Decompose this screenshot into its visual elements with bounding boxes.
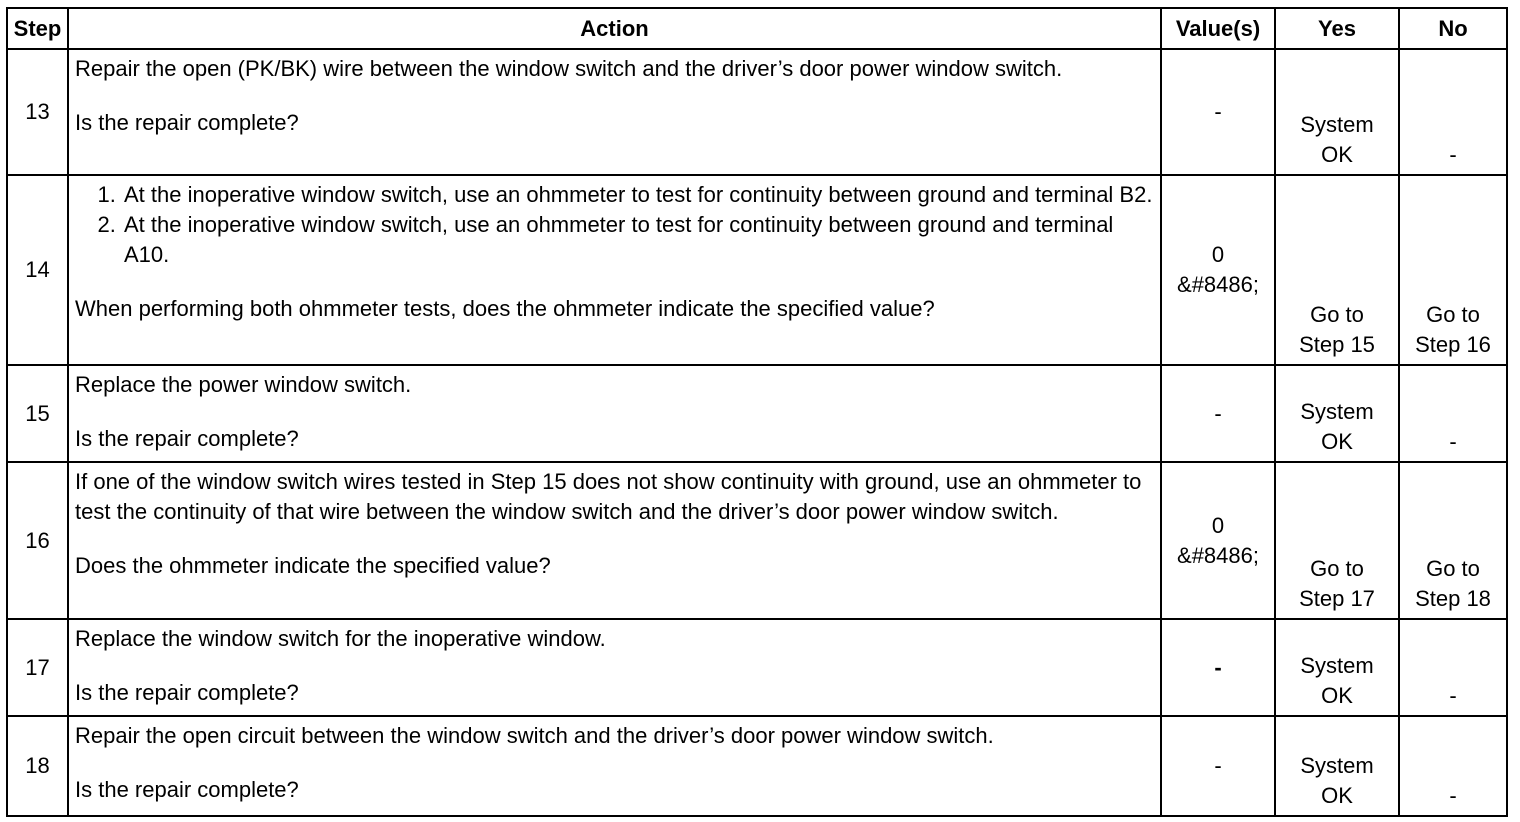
table-row: [7, 49, 1507, 175]
action-step-item: 2. At the inoperative window switch, use an ohmmeter to test for continuity between ground and terminal A10.: [122, 210, 1154, 270]
yes-cell: System OK: [1275, 365, 1399, 462]
action-cell: [68, 49, 1161, 175]
header-row: [7, 8, 1507, 49]
yes-cell: System OK: [1275, 619, 1399, 716]
step-number: 16: [7, 462, 68, 619]
no-cell: -: [1399, 365, 1507, 462]
yes-cell: System OK: [1275, 716, 1399, 816]
table-row: [7, 462, 1507, 619]
action-question: Is the repair complete?: [75, 426, 299, 451]
step-number: 14: [7, 175, 68, 365]
action-question: Is the repair complete?: [75, 680, 299, 705]
table-row: [7, 619, 1507, 716]
action-question: Is the repair complete?: [75, 777, 299, 802]
yes-cell: Go to Step 17: [1275, 462, 1399, 619]
action-text: Repair the open circuit between the window switch and the driver’s door power window switch.: [75, 723, 994, 748]
action-step-item: 1. At the inoperative window switch, use an ohmmeter to test for continuity between ground and terminal B2.: [122, 180, 1154, 210]
step-number: 15: [7, 365, 68, 462]
value-cell: -: [1161, 619, 1275, 716]
value-cell: -: [1161, 49, 1275, 175]
no-cell: -: [1399, 716, 1507, 816]
action-steps-list: [75, 180, 1154, 270]
value-cell: 0 &#8486;: [1161, 462, 1275, 619]
header-yes: Yes: [1275, 8, 1399, 49]
action-cell: [68, 175, 1161, 365]
action-text: Repair the open (PK/BK) wire between the window switch and the driver’s door power window switch.: [75, 56, 1063, 81]
table-row: [7, 175, 1507, 365]
yes-cell: Go to Step 15: [1275, 175, 1399, 365]
no-cell: Go to Step 18: [1399, 462, 1507, 619]
header-step: Step: [7, 8, 68, 49]
value-cell: -: [1161, 365, 1275, 462]
action-question: When performing both ohmmeter tests, does the ohmmeter indicate the specified value?: [75, 296, 935, 321]
value-cell: 0 &#8486;: [1161, 175, 1275, 365]
header-values: Value(s): [1161, 8, 1275, 49]
action-cell: [68, 619, 1161, 716]
yes-cell: System OK: [1275, 49, 1399, 175]
action-cell: [68, 716, 1161, 816]
step-number: 17: [7, 619, 68, 716]
action-cell: [68, 462, 1161, 619]
no-cell: -: [1399, 49, 1507, 175]
step-number: 13: [7, 49, 68, 175]
table-row: [7, 716, 1507, 816]
action-cell: [68, 365, 1161, 462]
header-no: No: [1399, 8, 1507, 49]
action-text: Replace the power window switch.: [75, 372, 412, 397]
value-cell: -: [1161, 716, 1275, 816]
diagnostic-table: [6, 7, 1508, 817]
no-cell: -: [1399, 619, 1507, 716]
action-question: Does the ohmmeter indicate the specified value?: [75, 553, 551, 578]
no-cell: Go to Step 16: [1399, 175, 1507, 365]
step-number: 18: [7, 716, 68, 816]
action-question: Is the repair complete?: [75, 110, 299, 135]
action-text: If one of the window switch wires tested in Step 15 does not show continuity with ground, use an ohmmeter to test the continuity of that wire between the window switch and the driver’s door power window switch.: [75, 469, 1142, 524]
table-row: [7, 365, 1507, 462]
header-action: Action: [68, 8, 1161, 49]
action-text: Replace the window switch for the inoperative window.: [75, 626, 606, 651]
